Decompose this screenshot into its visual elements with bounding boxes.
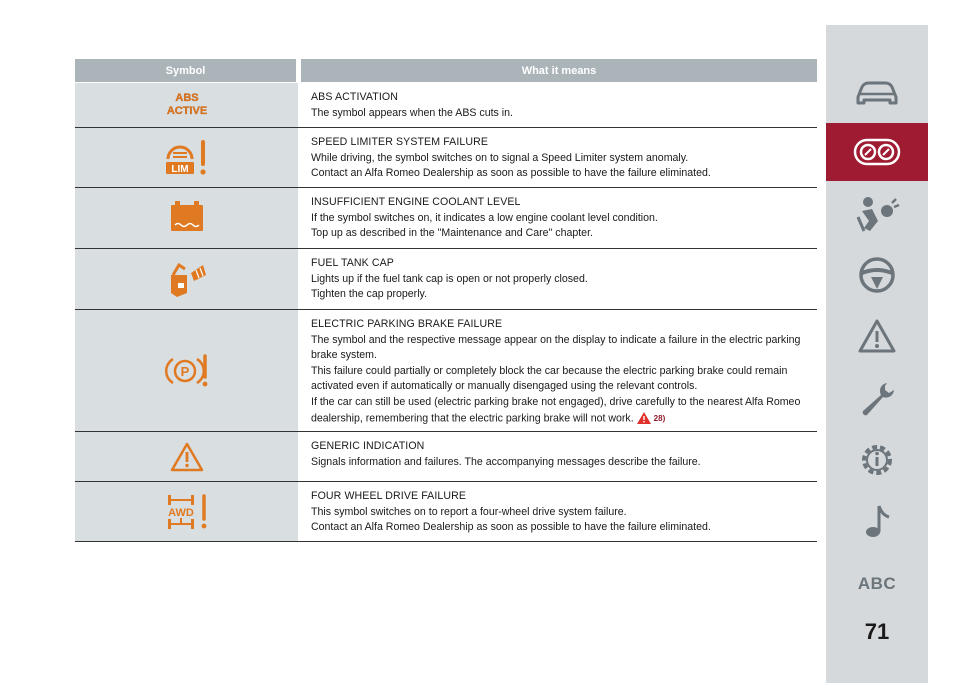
- symbol-cell: [75, 83, 298, 127]
- symbol-cell: [75, 432, 298, 481]
- sidebar-item-technical-data[interactable]: [826, 431, 928, 489]
- sidebar-item-index[interactable]: [826, 555, 928, 613]
- table-row: [75, 249, 817, 310]
- generic-warning-icon: [170, 442, 204, 472]
- row-title: ABS ACTIVATION: [311, 91, 398, 103]
- sidebar-item-safety[interactable]: [826, 185, 928, 243]
- row-text: This symbol switches on to report a four-wheel drive system failure.: [311, 505, 627, 518]
- airbag-passenger-icon: [854, 195, 900, 233]
- car-icon: [854, 77, 900, 107]
- row-title: FOUR WHEEL DRIVE FAILURE: [311, 490, 467, 502]
- row-text: Lights up if the fuel tank cap is open or not properly closed.: [311, 272, 588, 285]
- abc-index-label: ABC: [857, 574, 897, 593]
- row-text: Signals information and failures. The accompanying messages describe the failure.: [311, 455, 701, 468]
- table-row: [75, 128, 817, 188]
- warning-triangle-icon: [637, 412, 651, 424]
- sidebar-item-car[interactable]: [826, 63, 928, 121]
- sidebar-item-dashboard[interactable]: [826, 123, 928, 181]
- row-title: ELECTRIC PARKING BRAKE FAILURE: [311, 318, 503, 330]
- warning-lights-table: [75, 59, 817, 542]
- svg-text:AWD: AWD: [167, 506, 194, 519]
- svg-text:ABS: ABS: [174, 92, 199, 104]
- info-gear-icon: [857, 440, 897, 480]
- abs-active-icon: [152, 90, 222, 120]
- speed-limiter-failure-icon: [162, 139, 212, 177]
- row-text: Tighten the cap properly.: [311, 288, 428, 301]
- dashboard-gauges-icon: [852, 137, 902, 167]
- row-text: The symbol and the respective message appear on the display to indicate a failure in the electric parking brake system.: [311, 333, 801, 362]
- row-text: Contact an Alfa Romeo Dealership as soon as possible to have the failure eliminated.: [311, 521, 711, 534]
- row-text: The symbol appears when the ABS cuts in.: [311, 106, 513, 119]
- wrench-icon: [857, 379, 897, 419]
- row-title: GENERIC INDICATION: [311, 440, 425, 452]
- fuel-tank-cap-icon: [165, 259, 209, 299]
- table-row: [75, 482, 817, 542]
- chapter-sidebar: [826, 25, 928, 683]
- footnote-ref[interactable]: 28): [653, 413, 666, 423]
- awd-failure-icon: [162, 492, 212, 532]
- page-number: 71: [864, 619, 890, 644]
- table-row: [75, 432, 817, 482]
- steering-wheel-icon: [857, 255, 897, 295]
- symbol-cell: [75, 128, 298, 187]
- table-row: [75, 188, 817, 249]
- engine-coolant-level-icon: [167, 201, 207, 235]
- row-text: While driving, the symbol switches on to signal a Speed Limiter system anomaly.: [311, 151, 689, 164]
- table-row: [75, 310, 817, 432]
- sidebar-item-emergency[interactable]: [826, 307, 928, 365]
- header-meaning: What it means: [301, 59, 817, 82]
- symbol-cell: [75, 188, 298, 248]
- sidebar-item-driving[interactable]: [826, 246, 928, 304]
- row-text: If the car can still be used (electric parking brake not engaged), drive carefully to the nearest Alfa Romeo dealership, remembering that the electric parking brake will not work.: [311, 395, 801, 425]
- row-title: SPEED LIMITER SYSTEM FAILURE: [311, 136, 489, 148]
- row-text: If the symbol switches on, it indicates a low engine coolant level condition.: [311, 211, 658, 224]
- svg-text:LIM: LIM: [170, 163, 189, 175]
- svg-text:P: P: [180, 363, 189, 379]
- symbol-cell: [75, 482, 298, 541]
- row-text: Top up as described in the "Maintenance and Care" chapter.: [311, 227, 593, 240]
- row-title: INSUFFICIENT ENGINE COOLANT LEVEL: [311, 196, 521, 208]
- row-text: This failure could partially or completely block the car because the electric parking brake could remain activated even if automatically or manually disengaged using the relevant controls.: [311, 364, 788, 393]
- sidebar-item-maintenance[interactable]: [826, 370, 928, 428]
- music-note-icon: [862, 501, 892, 541]
- sidebar-item-multimedia[interactable]: [826, 492, 928, 550]
- warning-triangle-icon: [857, 318, 897, 354]
- row-title: FUEL TANK CAP: [311, 257, 394, 269]
- row-text: Contact an Alfa Romeo Dealership as soon as possible to have the failure eliminated.: [311, 167, 711, 180]
- parking-brake-failure-icon: [165, 353, 209, 389]
- header-symbol: Symbol: [75, 59, 296, 82]
- table-header: [75, 59, 817, 82]
- symbol-cell: [75, 249, 298, 309]
- svg-text:ACTIVE: ACTIVE: [166, 105, 207, 117]
- table-row: [75, 83, 817, 128]
- symbol-cell: [75, 310, 298, 431]
